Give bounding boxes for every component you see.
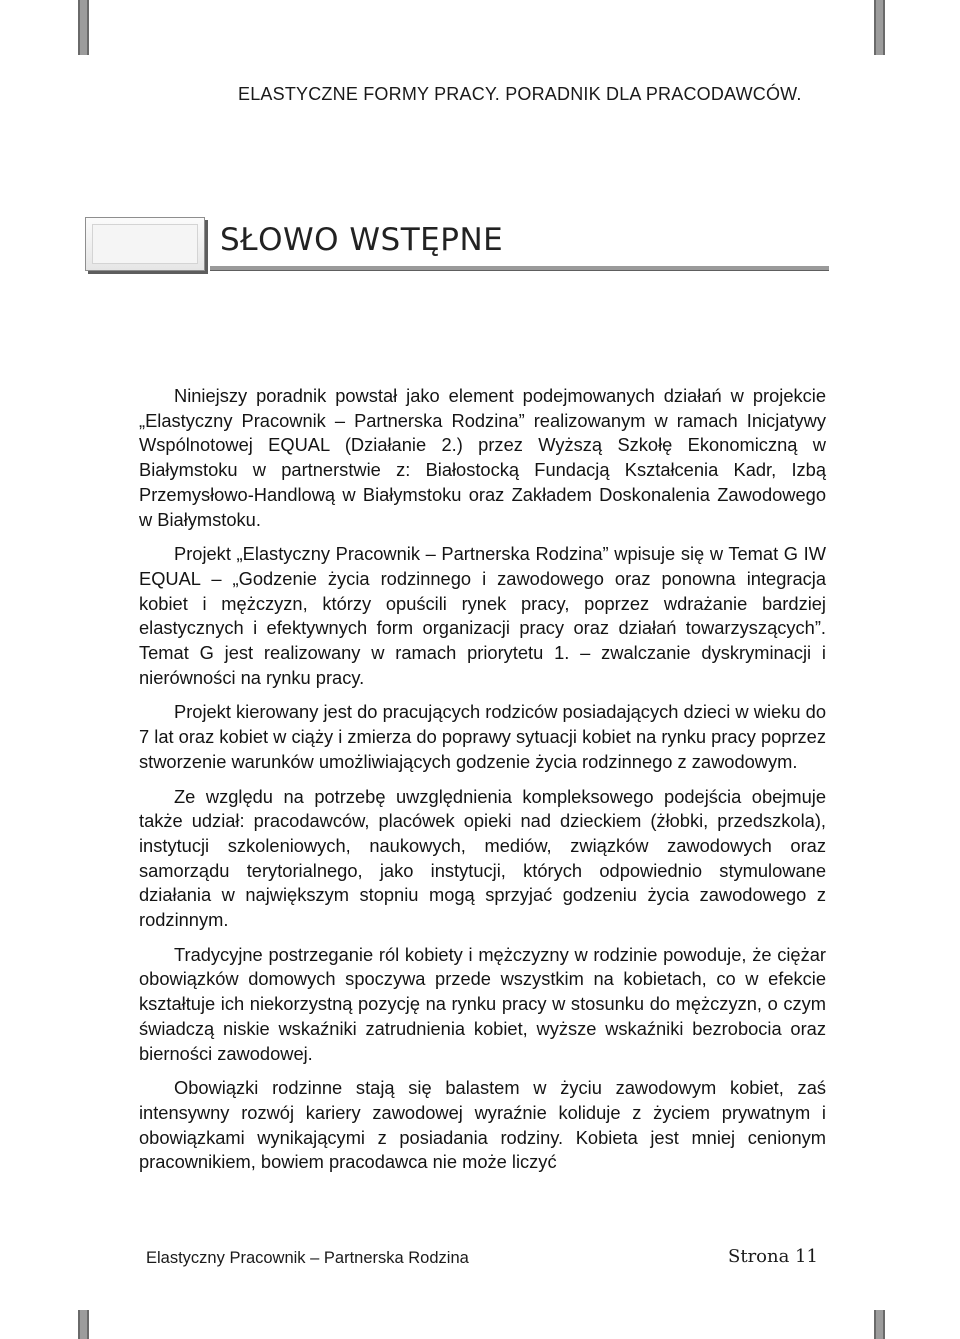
section-title-ornament bbox=[85, 217, 205, 271]
paragraph: Ze względu na potrzebę uwzględnienia kompleksowego podejścia obejmuje także udział: pracodawców, placówek opieki nad dzieckiem (żłobki, przedszkola), instytucji szkoleniowych, naukowych, mediów, związków zawodowych oraz samorządu terytorialnego, jako instytucji, których odpowiednio stymulowane działania w największym stopniu mogą sprzyjać godzeniu życia zawodowego z rodzinnym. bbox=[139, 785, 826, 931]
paragraph: Projekt kierowany jest do pracujących rodziców posiadających dzieci w wieku do 7 lat oraz kobiet w ciąży i zmierza do poprawy sytuacji kobiet na rynku pracy poprzez stworzenie warunków umożliwiających godzenie życia rodzinnego z zawodowym. bbox=[139, 701, 826, 772]
body-text bbox=[139, 384, 826, 1185]
footer-project-name: Elastyczny Pracownik – Partnerska Rodzina bbox=[146, 1249, 469, 1267]
bottom-right-binding-bar bbox=[874, 1310, 885, 1339]
section-title: SŁOWO WSTĘPNE bbox=[220, 222, 504, 258]
running-header: ELASTYCZNE FORMY PRACY. PORADNIK DLA PRACODAWCÓW. bbox=[238, 84, 802, 104]
top-left-binding-bar bbox=[78, 0, 89, 55]
section-title-ornament-inner bbox=[92, 224, 198, 264]
paragraph: Niniejszy poradnik powstał jako element podejmowanych działań w projekcie „Elastyczny Pracownik – Partnerska Rodzina” realizowanym w ramach Inicjatywy Wspólnotowej EQUAL (Działanie 2.) przez Wyższą Szkołę Ekonomiczną w Białymstoku w partnerstwie z: Białostocką Fundacją Kształcenia Kadr, Izbą Przemysłowo-Handlową w Białymstoku oraz Zakładem Doskonalenia Zawodowego w Białymstoku. bbox=[139, 385, 826, 530]
section-title-rule bbox=[210, 266, 829, 271]
bottom-left-binding-bar bbox=[78, 1310, 89, 1339]
paragraph: Projekt „Elastyczny Pracownik – Partnerska Rodzina” wpisuje się w Temat G IW EQUAL – „Godzenie życia rodzinnego i zawodowego oraz ponowna integracja kobiet i mężczyzn, którzy opuścili rynek pracy, poprzez wdrażanie bardziej elastycznych i efektywnych form organizacji pracy oraz działań towarzyszących”. Temat G jest realizowany w ramach priorytetu 1. – zwalczanie dyskryminacji i nierówności na rynku pracy. bbox=[139, 543, 826, 688]
page-number: Strona 11 bbox=[728, 1246, 818, 1267]
paragraph: Obowiązki rodzinne stają się balastem w życiu zawodowym kobiet, zaś intensywny rozwój kariery zawodowej wyraźnie koliduje z życiem prywatnym i obowiązkami wynikającymi z posiadania rodziny. Kobieta jest mniej cenionym pracownikiem, bowiem pracodawca nie może liczyć bbox=[139, 1077, 826, 1173]
footer-rule bbox=[139, 1218, 829, 1219]
paragraph: Tradycyjne postrzeganie ról kobiety i mężczyzny w rodzinie powoduje, że ciężar obowiązków domowych spoczywa przede wszystkim na kobietach, co w efekcie kształtuje ich niekorzystną pozycję na rynku pracy w stosunku do mężczyzn, o czym świadczą niskie wskaźniki zatrudnienia kobiet, wyższe wskaźniki bezrobocia oraz bierności zawodowej. bbox=[139, 943, 826, 1064]
top-right-binding-bar bbox=[874, 0, 885, 55]
